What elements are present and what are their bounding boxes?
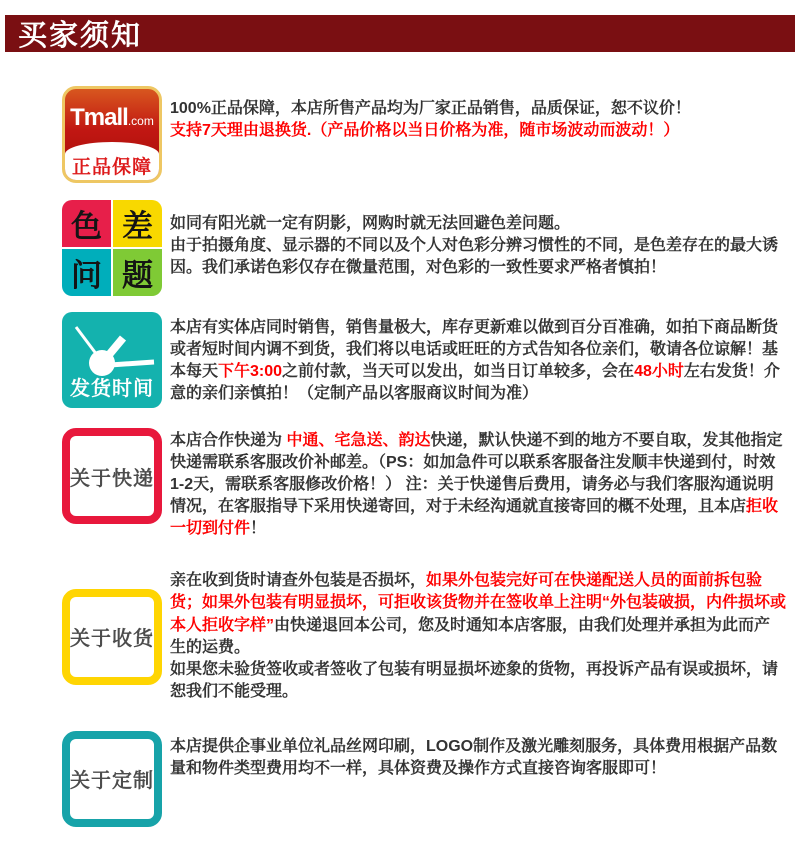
tmall-brand: [65, 89, 159, 132]
clock-icon: [62, 312, 162, 408]
tmall-brand-text: Tmall: [70, 104, 128, 131]
section-about-express: [0, 428, 800, 540]
section-about-customization: [0, 731, 800, 827]
icon-column: [62, 428, 162, 524]
icon-column: [62, 312, 162, 408]
section-text: 如同有阳光就一定有阴影，网购时就无法回避色差问题。 由于拍摄角度、显示器的不同以及个人对色彩分辨习惯性的不同，是色差存在的最大诱因。我们承诺色彩仅存在微量范围，对色彩的一致性要求严格者慎拍！: [170, 215, 779, 277]
grid-cell: 题: [113, 249, 162, 296]
tmall-badge-ribbon: [65, 142, 159, 180]
receiving-badge-label: 关于收货: [70, 628, 154, 651]
icon-column: [62, 731, 162, 827]
express-badge-label: 关于快递: [70, 467, 154, 490]
section-about-receiving: [0, 570, 800, 702]
authenticity-badge-label: 正品保障: [71, 157, 152, 178]
grid-cell: 问: [62, 249, 111, 296]
buyer-notice-page: [0, 15, 800, 853]
icon-column: [62, 589, 162, 685]
customization-badge-icon: [62, 731, 162, 827]
section-text: 本店有实体店同时销售，销售量极大，库存更新难以做到百分百准确，如拍下商品断货或者短时间内调不到货，我们将以电话或旺旺的方式告知各位亲们，敬请各位谅解！基本每天下午3:00之前付款，当天可以发出，如当日订单较多，会在48小时左右发货！介意的亲们亲慎拍！（定制产品以客服商议时间为准）: [170, 319, 780, 403]
grid-cell: 色: [62, 200, 111, 247]
section-text: 亲在收到货时请查外包装是否损坏，如果外包装完好可在快递配送人员的面前拆包验货；如果外包装有明显损坏，可拒收该货物并在签收单上注明“外包装破损，内件损坏或本人拒收字样”由快递退回本公司，您及时通知本店客服，由我们处理并承担为此而产生的运费。 如果您未验货签收或者签收了包装有明显损坏迹象的货物，再投诉产品有误或损坏，请恕我们不能受理。: [170, 572, 787, 700]
express-badge-icon: [62, 428, 162, 524]
tmall-brand-suffix: .com: [127, 114, 154, 128]
page-title: 买家须知: [18, 20, 143, 52]
shipping-time-label: 发货时间: [70, 378, 154, 400]
color-grid-icon: [62, 200, 162, 296]
section-authenticity: [0, 86, 800, 183]
icon-column: [62, 86, 162, 183]
grid-cell: 差: [113, 200, 162, 247]
icon-column: [62, 200, 162, 296]
receiving-badge-icon: [62, 589, 162, 685]
tmall-badge-icon: [62, 86, 162, 183]
section-color-difference: [0, 200, 800, 296]
section-text: 本店合作快递为 中通、宅急送、韵达快递，默认快递不到的地方不要自取，发其他指定快递需联系客服改价补邮差。（PS：如加急件可以联系客服备注发顺丰快递到付，时效1-2天，需联系客服修改价格！） 注：关于快递售后费用，请务必与我们客服沟通说明情况，在客服指导下采用快递寄回，对于未经沟通就直接寄回的概不处理，且本店拒收一切到付件！: [170, 432, 783, 538]
page-header: [5, 15, 795, 52]
section-text: 本店提供企事业单位礼品丝网印刷，LOGO制作及激光雕刻服务，具体费用根据产品数量和物件类型费用均不一样，具体资费及操作方式直接咨询客服即可！: [170, 737, 778, 777]
section-text: 100%正品保障，本店所售产品均为厂家正品销售，品质保证，恕不议价！ 支持7天理由退换货.（产品价格以当日价格为准，随市场波动而波动！）: [170, 100, 691, 140]
customization-badge-label: 关于定制: [70, 770, 154, 793]
section-shipping-time: [0, 312, 800, 408]
